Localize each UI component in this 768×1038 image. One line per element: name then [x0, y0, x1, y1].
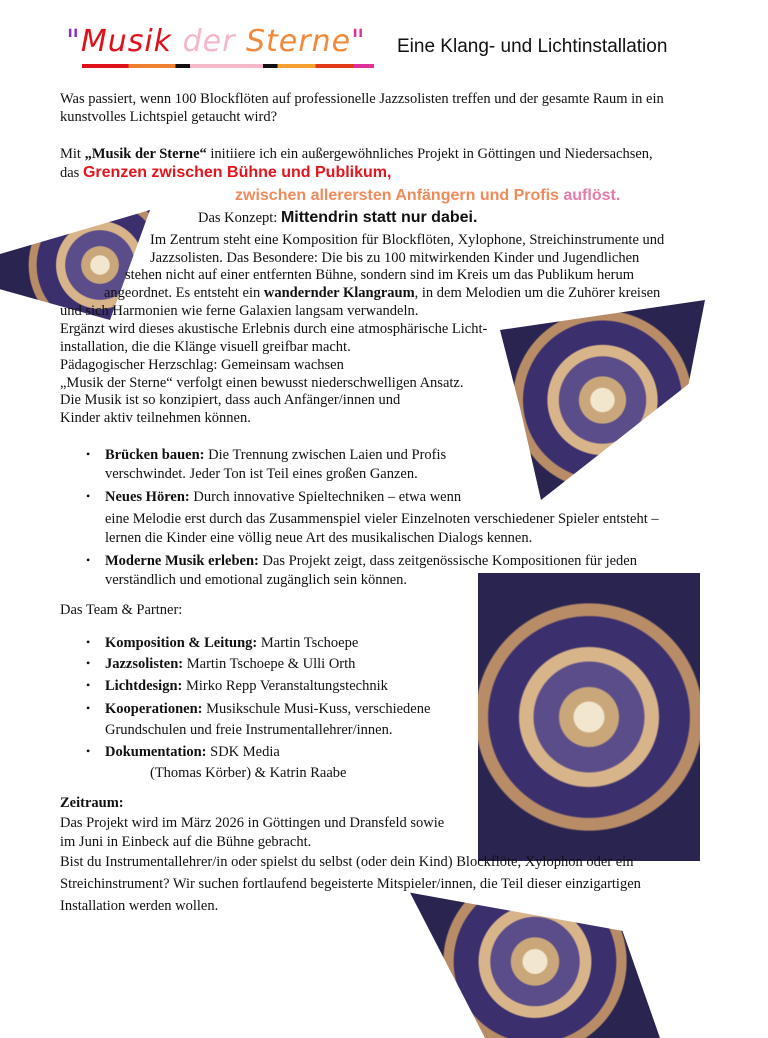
mit-line: Mit „Musik der Sterne“ initiiere ich ein außergewöhnliches Projekt in Göttingen und Niedersachsen, — [60, 146, 653, 162]
intro-line: Was passiert, wenn 100 Blockflöten auf professionelle Jazzsolisten treffen und der gesamte Raum in ein — [60, 91, 664, 107]
bullet-icon: • — [86, 553, 91, 567]
team-item: Dokumentation: SDK Media — [105, 744, 280, 760]
concept-line: Pädagogischer Herzschlag: Gemeinsam wachsen — [60, 357, 344, 373]
concept-line: Die Musik ist so konzipiert, dass auch Anfänger/innen und — [60, 392, 401, 408]
zeitraum-line: im Juni in Einbeck auf die Bühne gebracht. — [60, 834, 312, 850]
bullet-cont: lernen die Kinder eine völlig neue Art des musikalischen Dialogs kennen. — [105, 530, 533, 546]
bullet-icon: • — [86, 701, 91, 715]
zeitraum-line: Das Projekt wird im März 2026 in Göttingen und Dransfeld sowie — [60, 815, 445, 831]
bullet-icon: • — [86, 744, 91, 758]
bullet-icon: • — [86, 489, 91, 503]
bullet-item: Moderne Musik erleben: Das Projekt zeigt, dass zeitgenössische Kompositionen für jeden — [105, 553, 637, 569]
title-color-rule — [82, 64, 374, 68]
concept-heading: Das Konzept: Mittendrin statt nur dabei. — [198, 209, 478, 226]
flute-image-right-wedge — [500, 300, 705, 500]
concept-line: Kinder aktiv teilnehmen können. — [60, 410, 251, 426]
bullet-icon: • — [86, 678, 91, 692]
flute-galaxy-image — [478, 573, 700, 861]
highlight-line: das Grenzen zwischen Bühne und Publikum, — [60, 164, 392, 181]
flute-image-bottom — [410, 885, 660, 1038]
bullet-item: Neues Hören: Durch innovative Spieltechniken – etwa wenn — [105, 489, 462, 505]
concept-line: Ergänzt wird dieses akustische Erlebnis durch eine atmosphärische Licht- — [60, 321, 488, 337]
team-item: Lichtdesign: Mirko Repp Veranstaltungstechnik — [105, 678, 388, 694]
intro-line: kunstvolles Lichtspiel getaucht wird? — [60, 109, 278, 125]
bullet-icon: • — [86, 635, 91, 649]
bullet-cont: verschwindet. Jeder Ton ist Teil eines großen Ganzen. — [105, 466, 418, 482]
team-item: Jazzsolisten: Martin Tschoepe & Ulli Orth — [105, 656, 356, 672]
document-subtitle: Eine Klang- und Lichtinstallation — [397, 36, 668, 57]
team-heading: Das Team & Partner: — [60, 602, 183, 618]
bullet-icon: • — [86, 447, 91, 461]
concept-line: Im Zentrum steht eine Komposition für Blockflöten, Xylophone, Streichinstrumente und — [150, 232, 665, 248]
team-item: Kooperationen: Musikschule Musi-Kuss, verschiedene — [105, 701, 431, 717]
team-item: Komposition & Leitung: Martin Tschoepe — [105, 635, 359, 651]
bullet-cont: verständlich und emotional zugänglich sein können. — [105, 572, 408, 588]
concept-line: „Musik der Sterne“ verfolgt einen bewusst niederschwelligen Ansatz. — [60, 375, 464, 391]
concept-line: und sich Harmonien wie ferne Galaxien langsam verwandeln. — [60, 303, 419, 319]
highlight-line-2: zwischen allerersten Anfängern und Profis auflöst. — [235, 187, 621, 204]
zeitraum-heading: Zeitraum: — [60, 795, 124, 811]
bullet-cont: eine Melodie erst durch das Zusammenspiel vieler Einzelnoten verschiedener Spieler entsteht – — [105, 511, 659, 527]
concept-line: angeordnet. Es entsteht ein wandernder Klangraum, in dem Melodien um die Zuhörer kreisen — [104, 285, 661, 301]
concept-line: stehen nicht auf einer entfernten Bühne, sondern sind im Kreis um das Publikum herum — [125, 267, 635, 283]
zeitraum-line: Bist du Instrumentallehrer/in oder spielst du selbst (oder dein Kind) Blockflöte, Xylophon oder ein — [60, 854, 634, 870]
zeitraum-line: Installation werden wollen. — [60, 898, 219, 914]
bullet-icon: • — [86, 656, 91, 670]
bullet-item: Brücken bauen: Die Trennung zwischen Laien und Profis — [105, 447, 447, 463]
zeitraum-line: Streichinstrument? Wir suchen fortlaufend begeisterte Mitspieler/innen, die Teil dieser einzigartigen — [60, 876, 641, 892]
concept-line: installation, die die Klänge visuell greifbar macht. — [60, 339, 351, 355]
document-title: "Musik der Sterne" — [66, 24, 366, 59]
team-cont: Grundschulen und freie Instrumentallehrer/innen. — [105, 722, 393, 738]
team-cont: (Thomas Körber) & Katrin Raabe — [150, 765, 347, 781]
concept-line: Jazzsolisten. Das Besondere: Die bis zu 100 mitwirkenden Kinder und Jugendlichen — [150, 250, 640, 266]
